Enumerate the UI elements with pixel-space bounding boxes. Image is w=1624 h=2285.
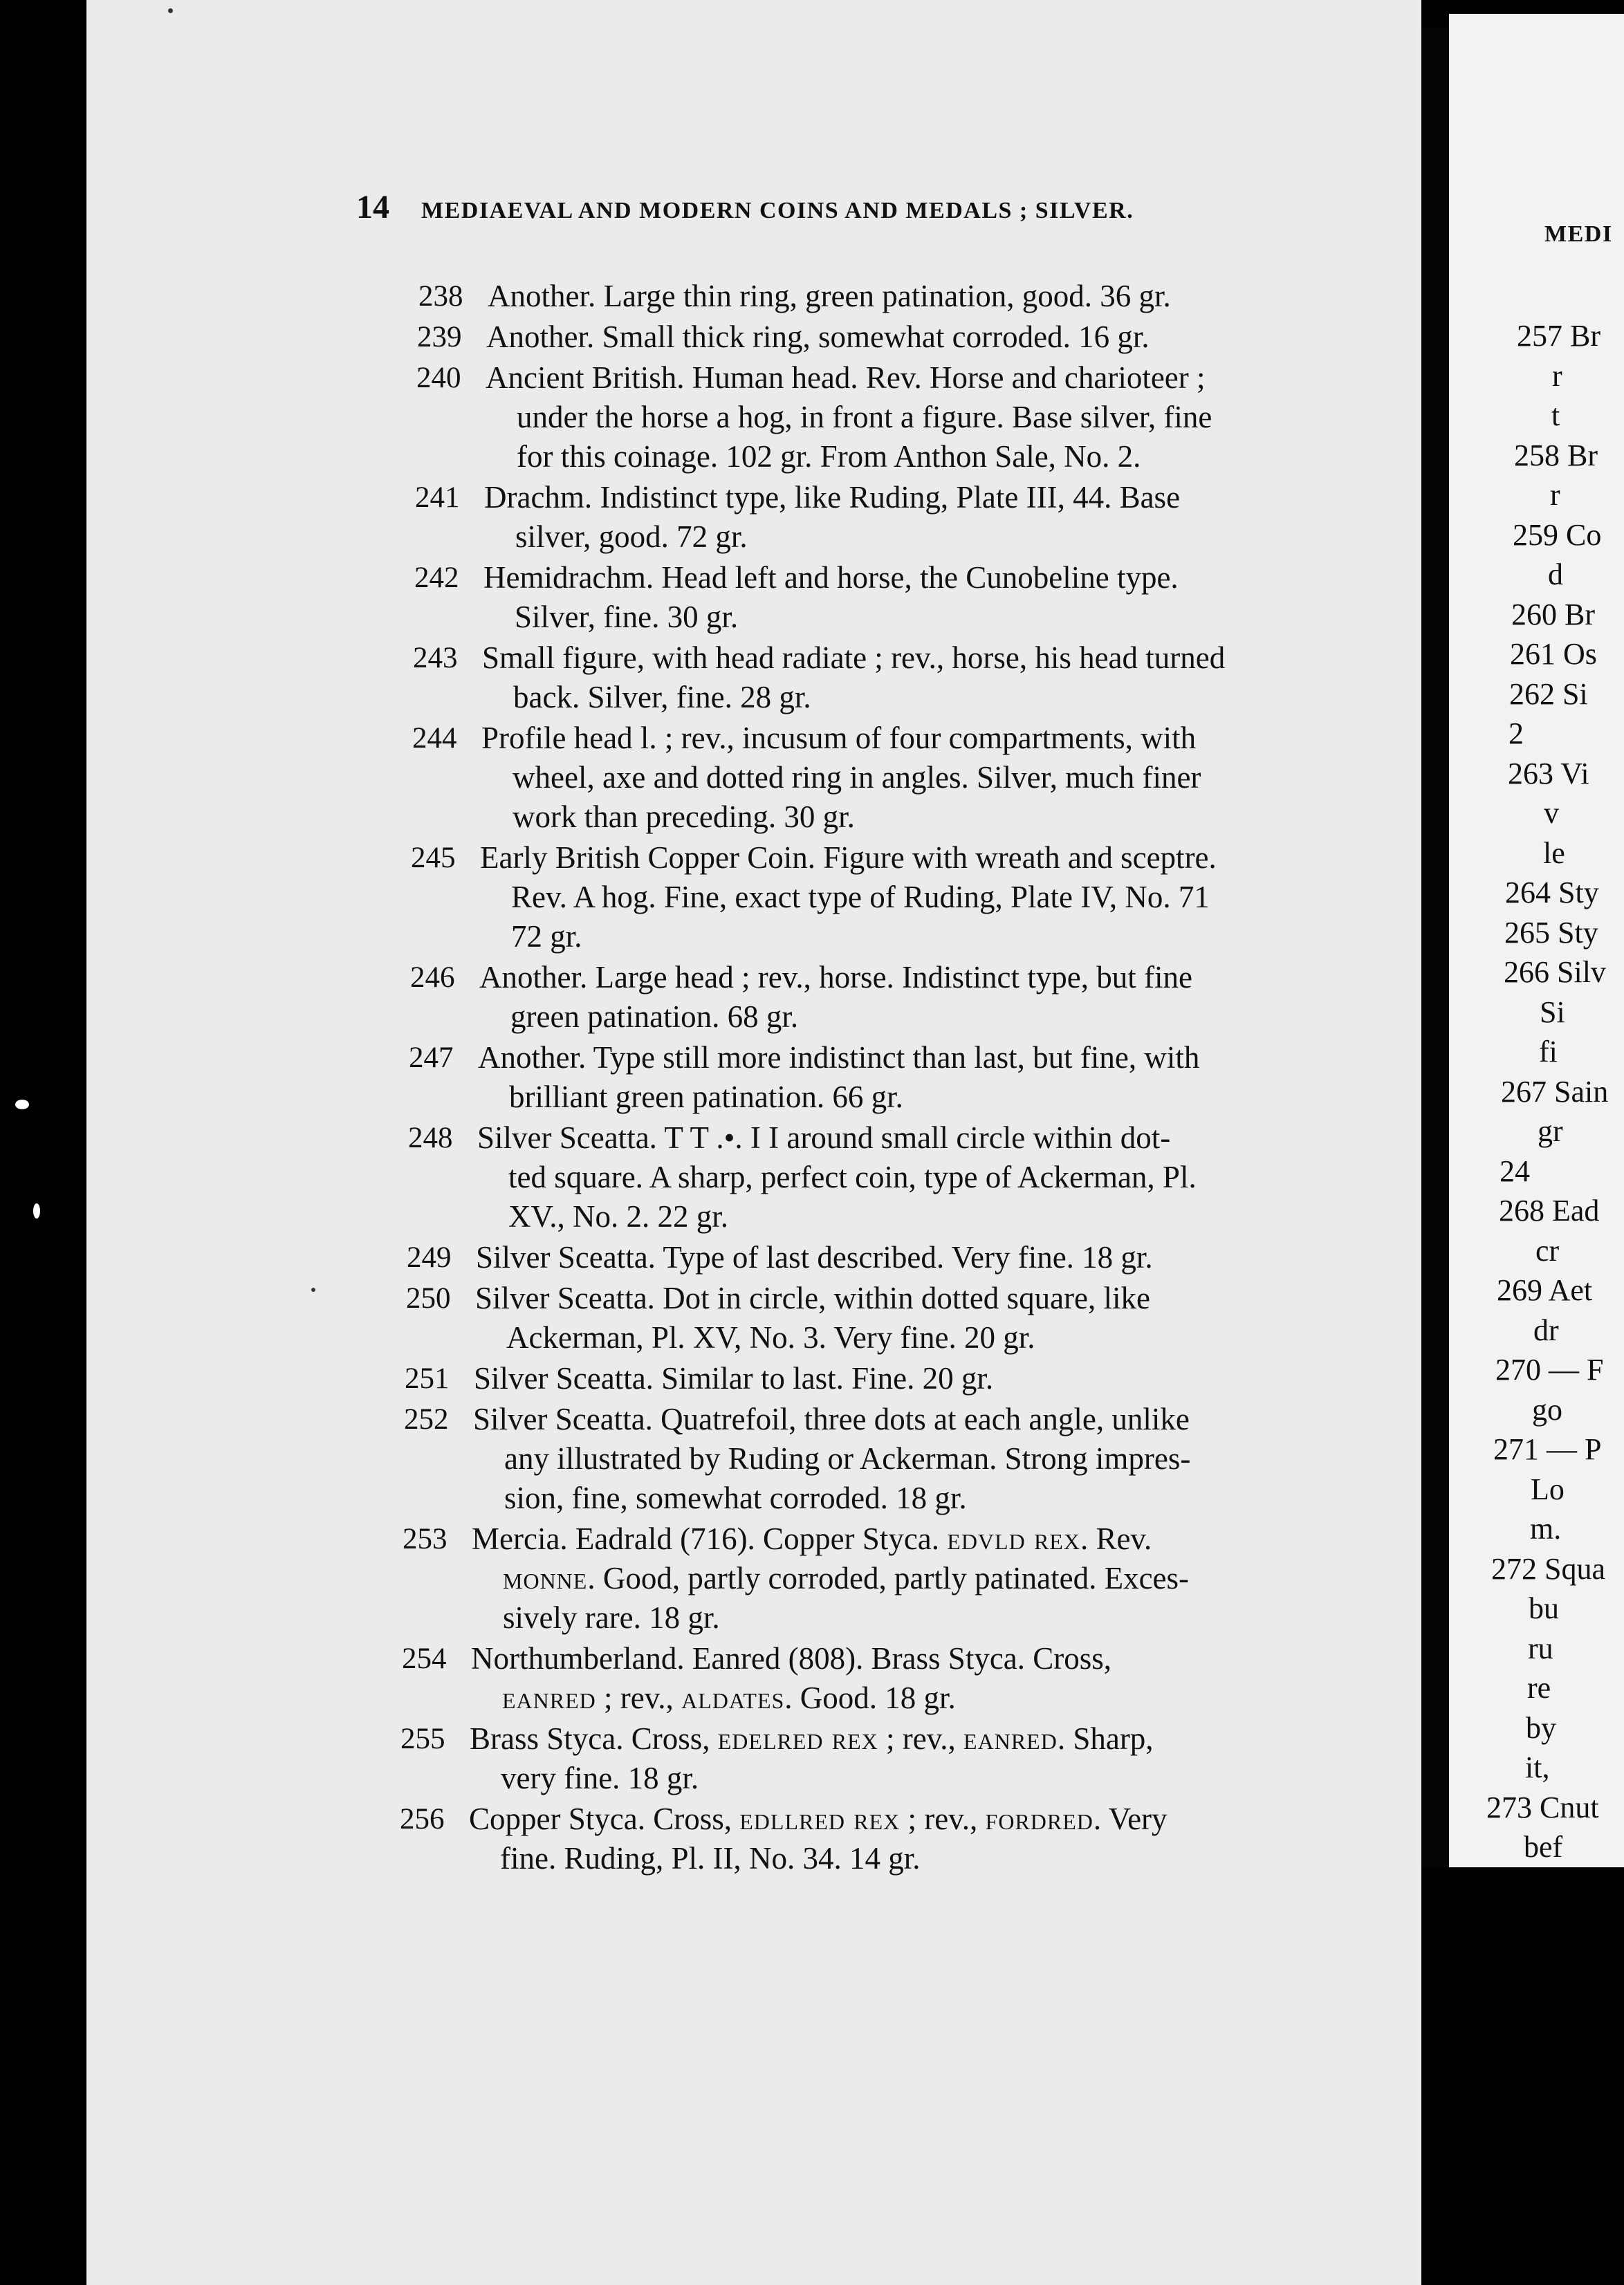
right-page-line: 259 Co xyxy=(1513,518,1602,552)
right-page-line: fi xyxy=(1539,1035,1558,1069)
right-page-line: 273 Cnut xyxy=(1486,1791,1599,1824)
right-page-line: 267 Sain xyxy=(1501,1075,1609,1109)
entry-text: Silver Sceatta. Quatrefoil, three dots at each angle, unlike xyxy=(473,1402,1190,1436)
entry-text: Hemidrachm. Head left and horse, the Cunobeline type. xyxy=(483,560,1179,595)
entry-text-continued: Ackerman, Pl. XV, No. 3. Very fine. 20 gr. xyxy=(506,1320,1035,1355)
entry-number: 254 xyxy=(402,1643,447,1675)
speck xyxy=(168,8,173,13)
entry-number: 240 xyxy=(416,362,461,394)
catalogue-entry xyxy=(417,317,1524,357)
entry-text-continued: fine. Ruding, Pl. II, No. 34. 14 gr. xyxy=(500,1841,921,1876)
catalogue-entry xyxy=(408,1118,1515,1237)
catalogue-entry xyxy=(415,478,1522,557)
entry-text-continued: silver, good. 72 gr. xyxy=(515,519,748,554)
entry-text-continued: any illustrated by Ruding or Ackerman. Strong impres- xyxy=(504,1441,1191,1476)
entry-text: Silver Sceatta. Dot in circle, within dotted square, like xyxy=(475,1281,1150,1315)
catalogue-entry xyxy=(403,1519,1509,1638)
entry-text: Northumberland. Eanred (808). Brass Styca. Cross, xyxy=(471,1641,1112,1676)
entry-number: 255 xyxy=(400,1723,445,1755)
speck xyxy=(311,1288,315,1292)
entry-text-continued: XV., No. 2. 22 gr. xyxy=(508,1199,728,1234)
right-page-line: m. xyxy=(1530,1512,1562,1546)
right-page-line: it, xyxy=(1525,1750,1550,1784)
right-page-line: cr xyxy=(1535,1234,1560,1268)
entry-text-continued: Rev. A hog. Fine, exact type of Ruding, Plate IV, No. 71 xyxy=(511,880,1210,914)
entry-number: 252 xyxy=(404,1403,449,1436)
entry-text-continued: sively rare. 18 gr. xyxy=(503,1600,720,1635)
right-page-line: Lo xyxy=(1531,1472,1565,1506)
page-edge-dark xyxy=(0,0,86,2285)
right-page-line: go xyxy=(1532,1393,1562,1427)
catalogue-entry xyxy=(406,1279,1513,1358)
entry-number: 248 xyxy=(408,1122,453,1154)
right-page-line: 266 Silv xyxy=(1504,955,1606,989)
catalogue-entry xyxy=(412,719,1519,837)
right-page-line: gr xyxy=(1538,1114,1563,1148)
entry-text-continued: green patination. 68 gr. xyxy=(510,999,799,1034)
catalogue-entry xyxy=(411,838,1517,956)
entry-text-continued: very fine. 18 gr. xyxy=(501,1761,699,1795)
entry-number: 250 xyxy=(406,1282,451,1315)
page-number: 14 xyxy=(356,189,389,225)
right-page-line: dr xyxy=(1533,1313,1559,1347)
running-head xyxy=(356,188,1408,230)
catalogue-entry xyxy=(410,958,1517,1037)
entry-text: Brass Styca. Cross, edelred rex ; rev., eanred. Sharp, xyxy=(470,1721,1154,1756)
entry-number: 241 xyxy=(415,481,460,514)
entry-text-continued: brilliant green patination. 66 gr. xyxy=(509,1080,903,1114)
entry-number: 243 xyxy=(413,642,458,674)
right-page-line: 261 Os xyxy=(1510,637,1597,671)
entry-number: 242 xyxy=(414,562,459,594)
right-page-line: by xyxy=(1526,1711,1556,1745)
entry-text-continued: under the horse a hog, in front a figure. Base silver, fine xyxy=(517,400,1212,434)
right-page-line: re xyxy=(1527,1671,1551,1705)
catalogue-entry xyxy=(409,1038,1515,1117)
entry-number: 251 xyxy=(405,1362,450,1395)
entry-text-continued: Silver, fine. 30 gr. xyxy=(515,600,739,634)
right-page-fragment xyxy=(1449,14,1624,1881)
right-page-line: 270 — F xyxy=(1495,1353,1604,1387)
right-page-line: 260 Br xyxy=(1511,598,1595,631)
right-page-line: bef xyxy=(1524,1830,1563,1864)
entry-text: Drachm. Indistinct type, like Ruding, Plate III, 44. Base xyxy=(484,480,1181,515)
right-page-line: 268 Ead xyxy=(1499,1194,1600,1228)
entry-text: Ancient British. Human head. Rev. Horse and charioteer ; xyxy=(486,360,1206,395)
right-page-line: Si xyxy=(1540,995,1565,1029)
right-page-line: r xyxy=(1550,478,1560,512)
entry-number: 238 xyxy=(418,280,463,313)
entry-text: Silver Sceatta. T T .•. I I around small circle within dot- xyxy=(477,1120,1171,1155)
catalogue-entry xyxy=(418,277,1525,316)
catalogue-entry xyxy=(416,358,1523,477)
bottom-dark-strip xyxy=(1421,1867,1624,2285)
entry-number: 256 xyxy=(400,1803,445,1835)
entry-text: Another. Large head ; rev., horse. Indistinct type, but fine xyxy=(479,960,1192,995)
catalogue-entry xyxy=(402,1639,1508,1718)
right-page-line: 24 xyxy=(1500,1154,1530,1188)
entry-text-continued: 72 gr. xyxy=(511,919,582,954)
right-page-line: 258 Br xyxy=(1514,438,1598,472)
catalogue-entry xyxy=(405,1359,1511,1398)
right-page-line: r xyxy=(1552,359,1562,393)
entry-text: Copper Styca. Cross, edllred rex ; rev., fordred. Very xyxy=(469,1802,1168,1836)
entry-text-continued: wheel, axe and dotted ring in angles. Silver, much finer xyxy=(513,760,1201,795)
entry-text: Profile head l. ; rev., incusum of four compartments, with xyxy=(481,721,1197,755)
right-page-line: t xyxy=(1551,398,1560,432)
entry-text: Silver Sceatta. Type of last described. Very fine. 18 gr. xyxy=(476,1240,1153,1275)
catalogue-entry xyxy=(400,1800,1506,1878)
right-page-line: 271 — P xyxy=(1493,1432,1602,1466)
entry-text-continued: back. Silver, fine. 28 gr. xyxy=(513,680,811,714)
catalogue-entry xyxy=(414,558,1521,637)
entry-number: 246 xyxy=(410,961,455,994)
entry-text-continued: eanred ; rev., aldates. Good. 18 gr. xyxy=(502,1681,956,1715)
right-page-line: 269 Aet xyxy=(1497,1273,1593,1307)
entry-number: 249 xyxy=(407,1241,452,1274)
catalogue-entry xyxy=(413,638,1520,717)
entry-text-continued: work than preceding. 30 gr. xyxy=(513,799,855,834)
right-page-line: 265 Sty xyxy=(1504,916,1598,950)
catalogue-entry xyxy=(407,1238,1513,1277)
left-page xyxy=(86,0,1421,2285)
entry-text: Another. Small thick ring, somewhat corroded. 16 gr. xyxy=(486,320,1150,354)
entry-text: Early British Copper Coin. Figure with wreath and sceptre. xyxy=(480,840,1217,875)
right-page-line: 262 Si xyxy=(1509,677,1588,711)
entry-number: 239 xyxy=(417,321,462,353)
right-running-title: MEDI xyxy=(1544,221,1613,247)
entry-text: Mercia. Eadrald (716). Copper Styca. edvld rex. Rev. xyxy=(472,1521,1152,1556)
right-page-line: 272 Squa xyxy=(1491,1552,1605,1586)
speck xyxy=(33,1203,40,1219)
right-page-line: le xyxy=(1543,836,1565,870)
speck xyxy=(15,1100,29,1109)
entry-text-continued: ted square. A sharp, perfect coin, type of Ackerman, Pl. xyxy=(508,1160,1197,1194)
right-page-line: v xyxy=(1544,796,1559,830)
right-page-line: bu xyxy=(1529,1591,1559,1625)
entry-number: 253 xyxy=(403,1523,447,1555)
entry-text-continued: sion, fine, somewhat corroded. 18 gr. xyxy=(504,1481,967,1515)
entry-number: 245 xyxy=(411,842,456,874)
catalogue-entry xyxy=(404,1400,1511,1518)
entry-text: Silver Sceatta. Similar to last. Fine. 20 gr. xyxy=(474,1361,994,1396)
right-page-line: 257 Br xyxy=(1517,319,1600,353)
right-page-line: 263 Vi xyxy=(1508,757,1589,790)
right-page-line: d xyxy=(1548,557,1563,591)
entry-text-continued: monne. Good, partly corroded, partly patinated. Exces- xyxy=(503,1561,1190,1595)
entry-text: Small figure, with head radiate ; rev., horse, his head turned xyxy=(482,640,1226,675)
running-title: MEDIAEVAL AND MODERN COINS AND MEDALS ; SILVER. xyxy=(421,198,1134,223)
entry-number: 247 xyxy=(409,1042,454,1074)
entry-text: Another. Type still more indistinct than last, but fine, with xyxy=(478,1040,1200,1075)
right-page-line: 2 xyxy=(1508,716,1524,750)
entry-text-continued: for this coinage. 102 gr. From Anthon Sale, No. 2. xyxy=(517,439,1141,474)
book-gutter xyxy=(1421,28,1449,1867)
catalogue-entry xyxy=(400,1719,1507,1798)
right-page-line: ru xyxy=(1528,1631,1553,1665)
entry-number: 244 xyxy=(412,722,457,755)
entry-text: Another. Large thin ring, green patination, good. 36 gr. xyxy=(488,279,1171,313)
right-page-line: 264 Sty xyxy=(1505,876,1599,909)
